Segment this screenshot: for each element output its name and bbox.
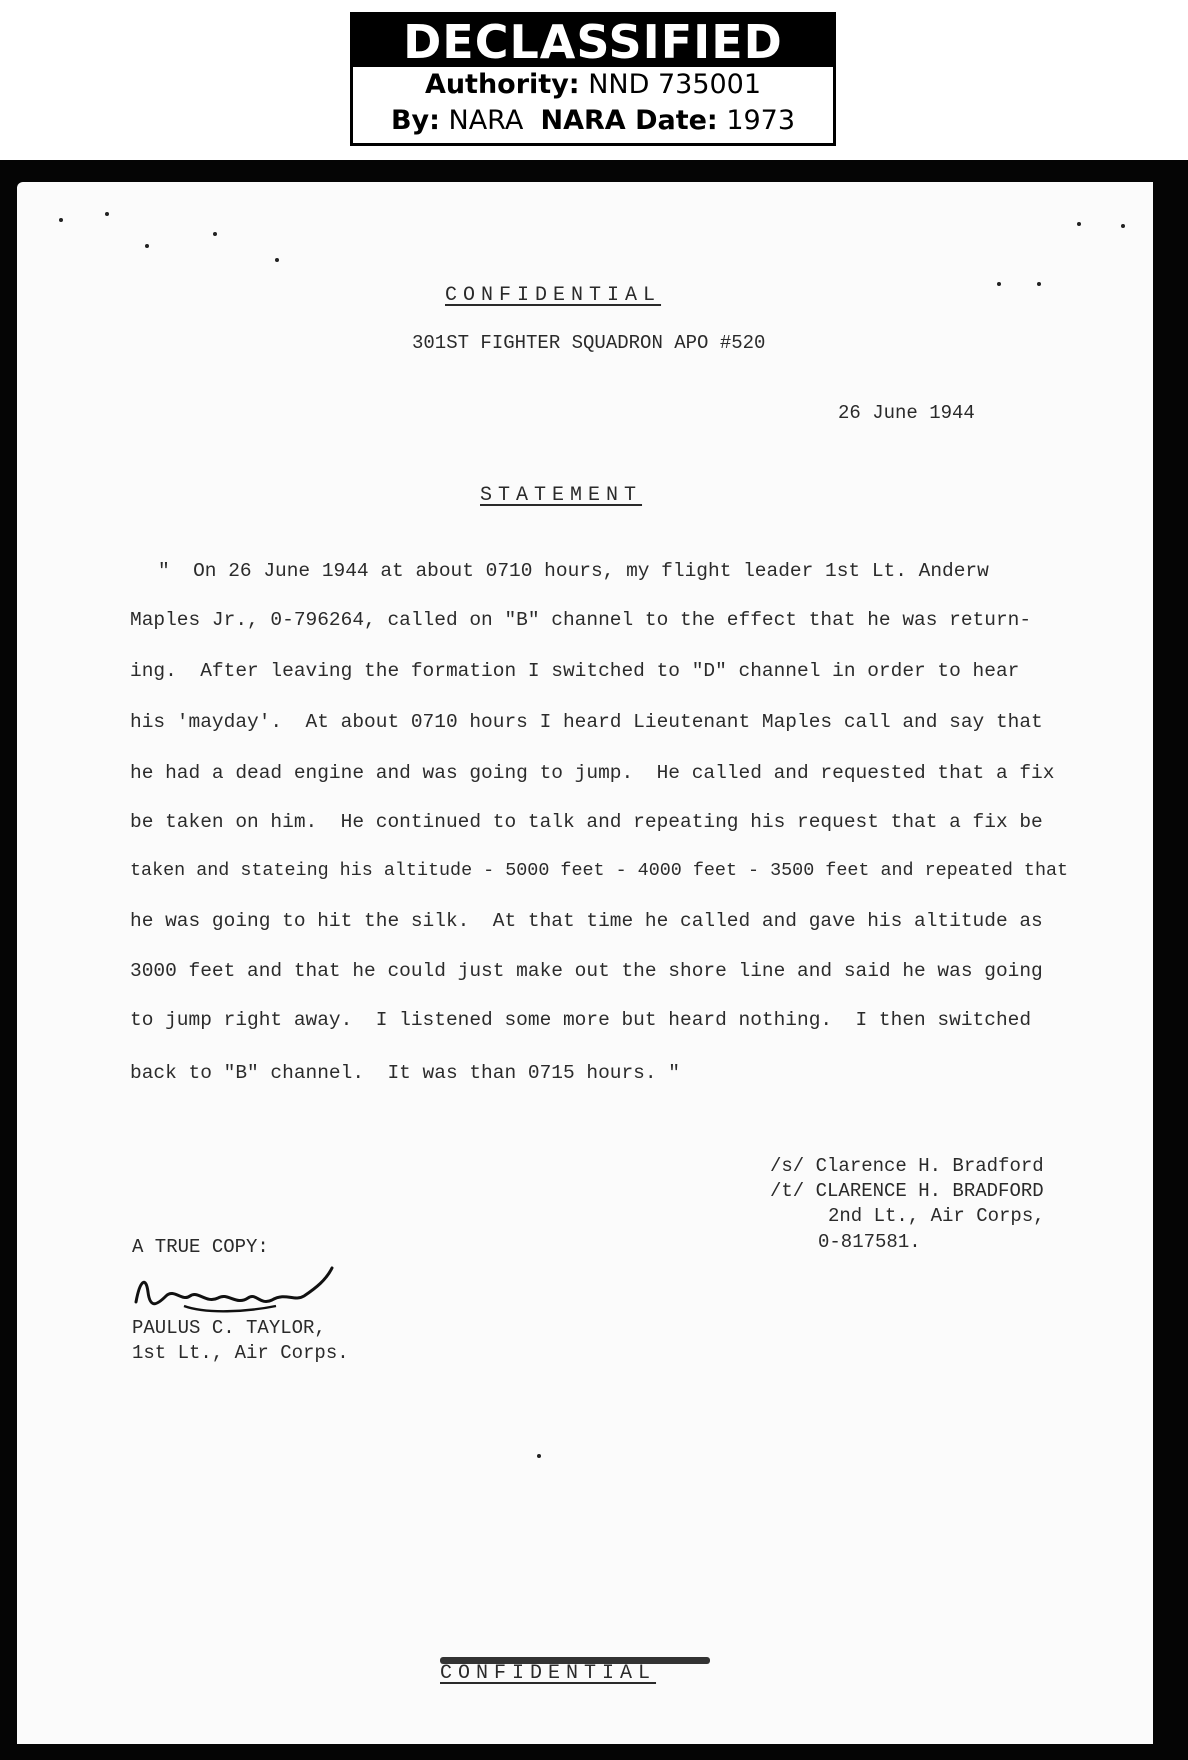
stamp-by-value: NARA bbox=[448, 105, 524, 136]
paper-speck bbox=[537, 1454, 541, 1458]
declassified-stamp bbox=[350, 12, 836, 146]
paper-speck bbox=[1077, 222, 1081, 226]
paper-speck bbox=[59, 218, 63, 222]
paper-speck bbox=[275, 258, 279, 262]
document-date: 26 June 1944 bbox=[838, 402, 975, 424]
body-line: taken and stateing his altitude - 5000 feet - 4000 feet - 3500 feet and repeated that bbox=[130, 860, 1069, 881]
unit-header: 301ST FIGHTER SQUADRON APO #520 bbox=[412, 332, 766, 354]
stamp-title: DECLASSIFIED bbox=[353, 15, 833, 67]
body-line: Maples Jr., 0-796264, called on "B" channel to the effect that he was return- bbox=[130, 609, 1032, 631]
body-line: he was going to hit the silk. At that time he called and gave his altitude as bbox=[130, 910, 1043, 932]
classification-footer: CONFIDENTIAL bbox=[440, 1662, 657, 1685]
body-line: ing. After leaving the formation I switched to "D" channel in order to hear bbox=[130, 660, 1020, 682]
signed-line: /s/ Clarence H. Bradford bbox=[770, 1155, 1044, 1177]
signer-serial: 0-817581. bbox=[818, 1231, 921, 1253]
stamp-date-label: NARA Date: bbox=[540, 105, 718, 136]
stamp-date-value: 1973 bbox=[726, 105, 796, 136]
body-line: he had a dead engine and was going to jump. He called and requested that a fix bbox=[130, 762, 1055, 784]
stamp-authority-value: NND 735001 bbox=[588, 69, 762, 100]
stamp-authority bbox=[353, 67, 833, 103]
paper-speck bbox=[1037, 282, 1041, 286]
body-line: back to "B" channel. It was than 0715 hours. " bbox=[130, 1062, 680, 1084]
true-copy-rank: 1st Lt., Air Corps. bbox=[132, 1342, 349, 1364]
body-line: to jump right away. I listened some more but heard nothing. I then switched bbox=[130, 1009, 1032, 1031]
body-line: 3000 feet and that he could just make out the shore line and said he was going bbox=[130, 960, 1043, 982]
stamp-by bbox=[353, 103, 833, 139]
signer-rank: 2nd Lt., Air Corps, bbox=[828, 1205, 1045, 1227]
stamp-authority-label: Authority: bbox=[424, 69, 580, 100]
paper-speck bbox=[997, 282, 1001, 286]
true-copy-name: PAULUS C. TAYLOR, bbox=[132, 1317, 326, 1339]
body-line: be taken on him. He continued to talk and repeating his request that a fix be bbox=[130, 811, 1043, 833]
body-line: his 'mayday'. At about 0710 hours I heard Lieutenant Maples call and say that bbox=[130, 711, 1043, 733]
paper-speck bbox=[213, 232, 217, 236]
statement-heading: STATEMENT bbox=[480, 484, 643, 507]
paper-speck bbox=[1121, 224, 1125, 228]
typed-name-line: /t/ CLARENCE H. BRADFORD bbox=[770, 1180, 1044, 1202]
classification-header: CONFIDENTIAL bbox=[445, 284, 662, 307]
body-line: " On 26 June 1944 at about 0710 hours, my flight leader 1st Lt. Anderw bbox=[158, 560, 989, 582]
paper-speck bbox=[105, 212, 109, 216]
stamp-by-label: By: bbox=[390, 105, 440, 136]
paper-speck bbox=[145, 244, 149, 248]
true-copy-label: A TRUE COPY: bbox=[132, 1236, 269, 1258]
